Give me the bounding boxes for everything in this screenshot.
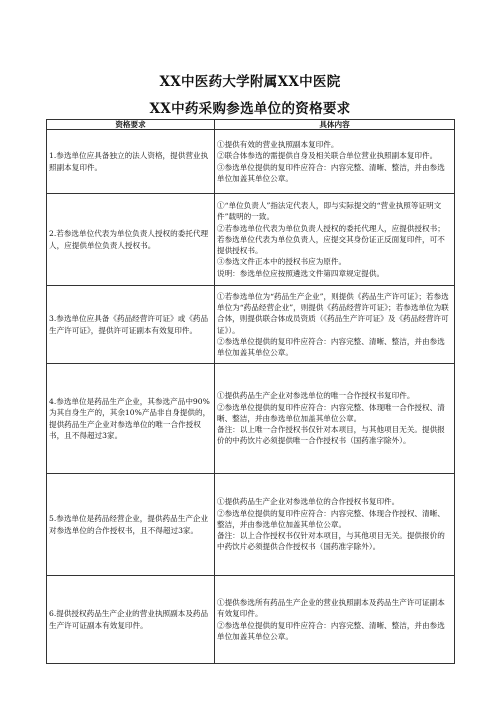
table-row <box>47 286 455 364</box>
requirement-cell: 3.参选单位应具备《药品经营许可证》或《药品生产许可证》，提供许可证副本有效复印件。 <box>47 286 215 364</box>
document-subtitle: XX中药采购参选单位的资格要求 <box>149 101 351 117</box>
content-line: ③参选单位提供的复印件应符合：内容完整、清晰、整洁，并由参选单位加盖其单位公章。 <box>217 162 445 183</box>
content-cell <box>215 130 455 194</box>
table-row <box>47 194 455 286</box>
content-line: ②参选单位提供的复印件应符合：内容完整、体现唯一合作授权、清晰、整洁，并由参选单位加盖其单位公章。 <box>217 402 445 423</box>
content-line: ②参选单位提供的复印件应符合：内容完整、体现合作授权、清晰、整洁，并由参选单位加盖其单位公章。 <box>217 508 445 529</box>
requirement-cell: 1.参选单位应具备独立的法人资格，提供营业执照副本复印件。 <box>47 130 215 194</box>
content-line: ②联合体参选的需提供自身及相关联合单位营业执照副本复印件。 <box>217 151 438 161</box>
content-line: ②参选单位提供的复印件应符合：内容完整、清晰、整洁，并由参选单位加盖其单位公章。 <box>217 336 445 357</box>
content-cell <box>215 474 455 576</box>
content-cell <box>215 576 455 664</box>
content-cell <box>215 364 455 474</box>
content-line: ①提供有效的营业执照副本复印件。 <box>217 140 339 150</box>
requirement-cell: 6.提供授权药品生产企业的营业执照副本及药品生产许可证副本有效复印件。 <box>47 576 215 664</box>
hospital-title: XX中医药大学附属XX中医院 <box>159 74 341 90</box>
table-header-row <box>47 120 455 130</box>
table-row <box>47 576 455 664</box>
column-header-requirement: 资格要求 <box>47 120 215 130</box>
table-row <box>47 364 455 474</box>
requirement-cell: 4.参选单位是药品生产企业，其参选产品中90%为其自身生产的，其余10%产品非自身提供的，提供药品生产企业对参选单位的唯一合作授权书，且不得超过3家。 <box>47 364 215 474</box>
requirements-table <box>46 119 455 664</box>
content-line: 备注：以上唯一合作授权书仅针对本项目，与其他项目无关。提供报价的中药饮片必须提供唯一合作授权书（国药准字除外）。 <box>217 425 445 446</box>
content-line: ①若参选单位为“药品生产企业”，则提供《药品生产许可证》；若参选单位为“药品经营企业”，则提供《药品经营许可证》；若参选单位为联合体，则提供联合体成员资质（《药品生产许可证》及《药品经营许可证》）。 <box>217 291 449 335</box>
table-row <box>47 474 455 576</box>
requirement-cell: 5.参选单位是药品经营企业，提供药品生产企业对参选单位的合作授权书，且不得超过3家。 <box>47 474 215 576</box>
content-line: ③参选文件正本中的授权书应为原件。 <box>217 257 347 267</box>
content-line: ②参选单位提供的复印件应符合：内容完整、清晰、整洁，并由参选单位加盖其单位公章。 <box>217 620 445 641</box>
content-cell <box>215 286 455 364</box>
content-line: ①提供参选所有药品生产企业的营业执照副本及药品生产许可证副本有效复印件。 <box>217 598 445 619</box>
content-line: ①“单位负责人”指法定代表人，即与实际提交的“营业执照等证明文件”载明的一致。 <box>217 201 442 222</box>
requirement-cell: 2.若参选单位代表为单位负责人授权的委托代理人，应提供单位负责人授权书。 <box>47 194 215 286</box>
content-line: ②若参选单位代表为单位负责人授权的委托代理人，应提供授权书；若参选单位代表为单位负责人，应提交其身份证正反面复印件，可不提供授权书。 <box>217 223 445 256</box>
content-line: ①提供药品生产企业对参选单位的合作授权书复印件。 <box>217 497 400 507</box>
content-line: 说明：参选单位应按照遴选文件第四章规定提供。 <box>217 268 385 278</box>
column-header-content: 具体内容 <box>215 120 455 130</box>
content-line: ①提供药品生产企业对参选单位的唯一合作授权书复印件。 <box>217 391 415 401</box>
table-row <box>47 130 455 194</box>
content-line: 备注：以上合作授权书仅针对本项目，与其他项目无关。提供报价的中药饮片必须提供合作授权书（国药准字除外）。 <box>217 531 445 552</box>
content-cell <box>215 194 455 286</box>
